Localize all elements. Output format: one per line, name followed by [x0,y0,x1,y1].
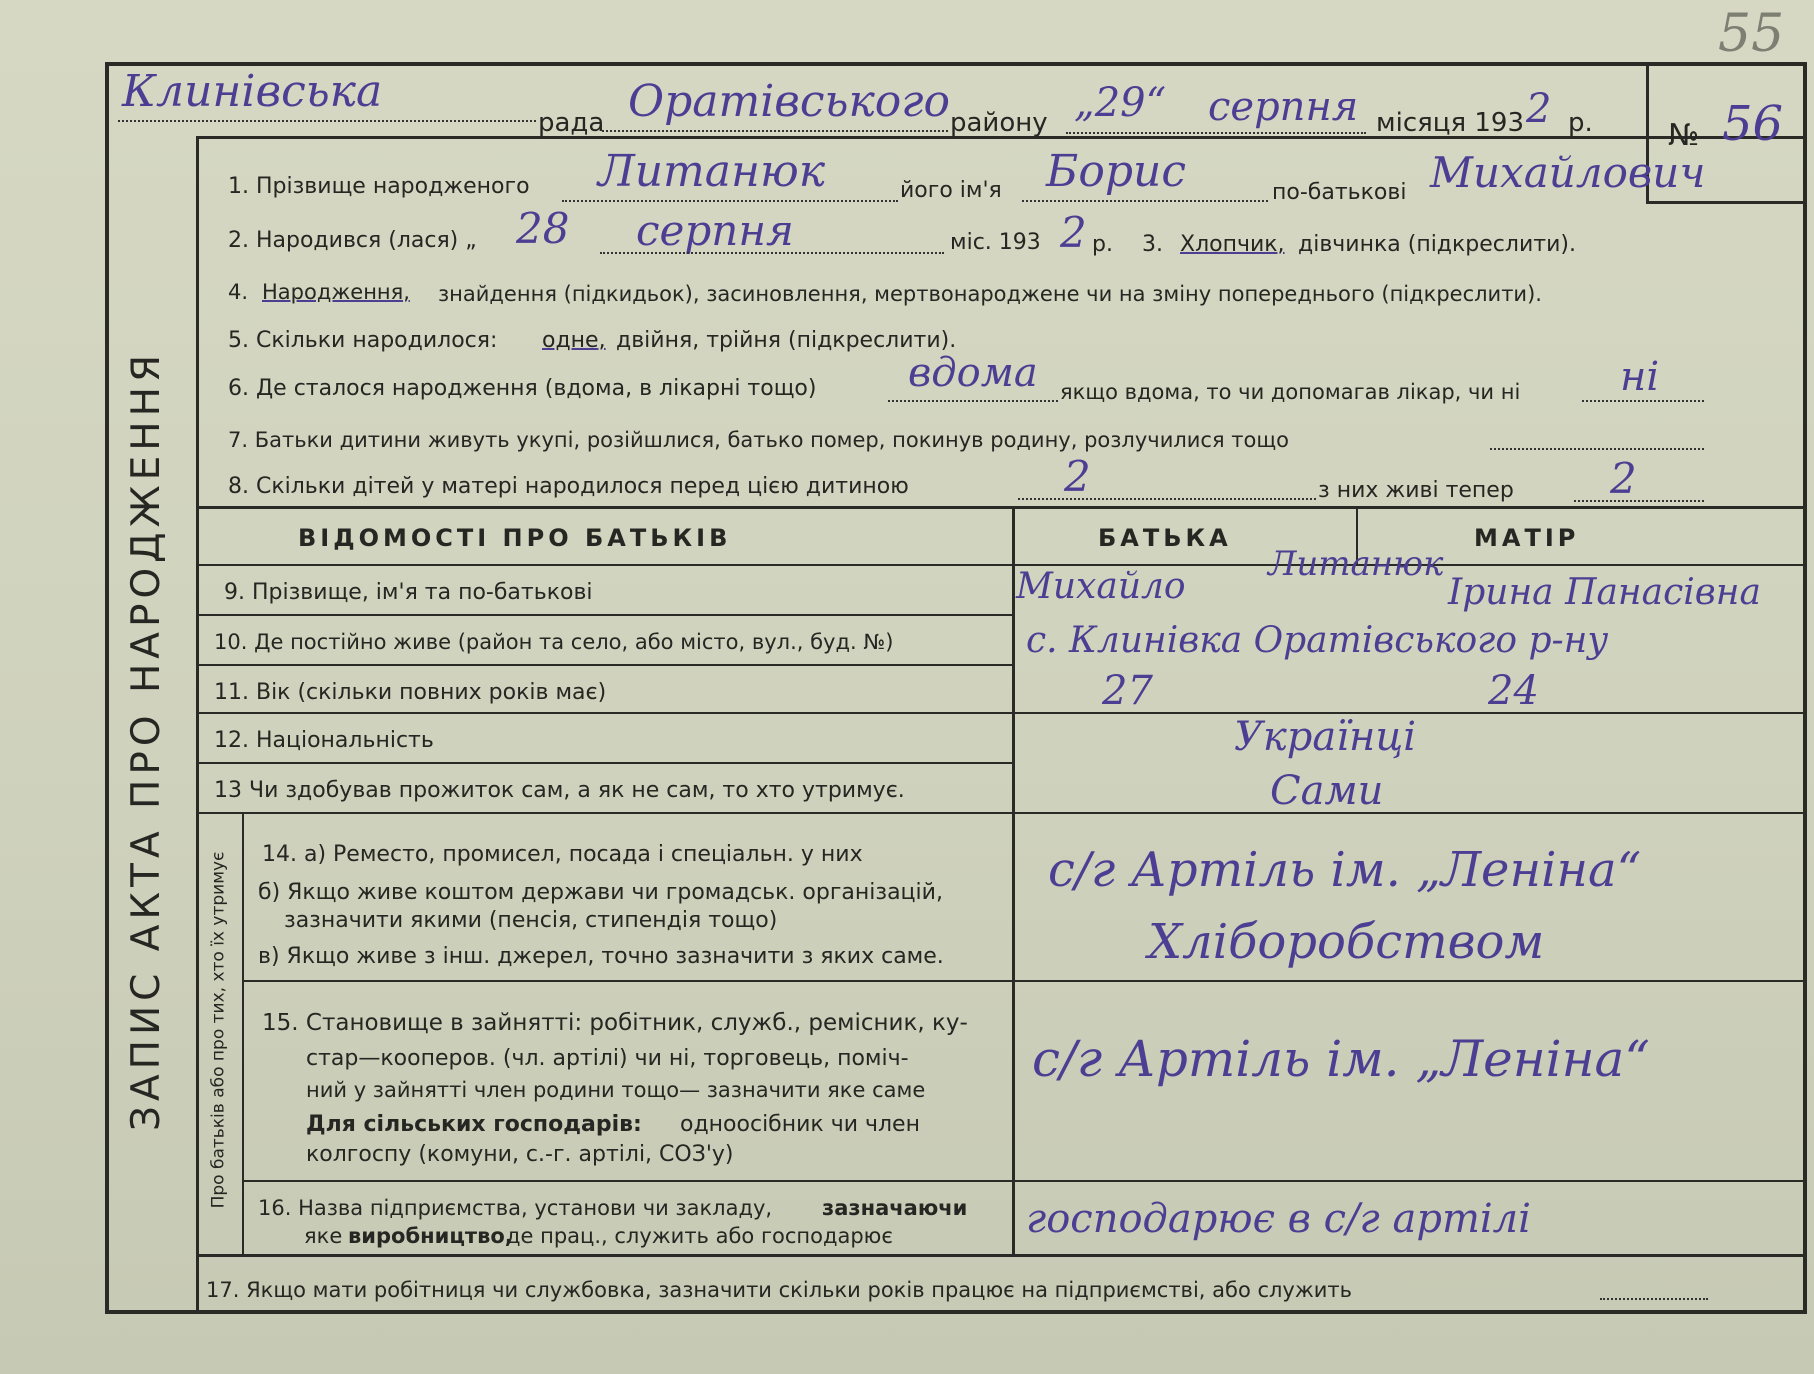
q2-year-suffix: р. [1092,232,1113,257]
q3-options: дівчинка (підкреслити). [1298,232,1576,257]
row16-label-2b: виробництво, [348,1224,513,1248]
row16-label-2a: яке [304,1224,343,1248]
archive-page-number: 55 [1718,4,1785,64]
row15-bottom [242,1180,1807,1182]
hw-birth-place: вдома [908,350,1038,396]
hw-occupation: с/г Артіль ім. „Леніна“ [1048,842,1642,898]
q5-one-underlined: одне, [542,328,606,353]
q8-born-line [1018,498,1316,500]
hw-birth-day: 28 [516,204,570,253]
hw-doctor-help: ні [1620,354,1660,400]
number-label: № [1668,118,1700,153]
q2-month-label: міс. 193 [950,230,1041,255]
row15-label-1: 15. Становище в зайнятті: робітник, служб., ремісник, ку- [262,1010,968,1036]
q6-place-line [888,400,1058,402]
row9-bottom [196,614,1012,616]
q4-birth-underlined: Народження, [262,280,410,304]
q5-options: двійня, трійня (підкреслити). [616,328,957,353]
row16-label-1-bold: зазначаючи [822,1196,968,1220]
rayon-label: району [950,108,1048,138]
q1-name-line [1022,200,1268,202]
row15-label-4: одноосібник чи член [680,1112,920,1137]
row16-bottom [196,1254,1807,1257]
rayon-fill-line [602,130,948,132]
vertical-parents-note: Про батьків або про тих, хто їх утримує [208,851,229,1209]
row13-label: 13 Чи здобував прожиток сам, а як не сам, то хто утримує. [214,778,905,803]
hw-birth-month: серпня [636,206,794,255]
q4-number: 4. [228,280,249,304]
row14-bottom [242,980,1807,982]
table-header-mother: МАТІР [1474,524,1580,552]
q1-patronymic-label: по-батькові [1272,180,1407,205]
q5-label: 5. Скільки народилося: [228,328,498,353]
hw-children-born: 2 [1064,452,1091,501]
row15-label-4-bold: Для сільських господарів: [306,1112,642,1137]
q2-date-line [600,252,944,254]
vertical-form-title: ЗАПИС АКТА ПРО НАРОДЖЕННЯ [124,349,170,1131]
row11-bottom [196,712,1807,714]
row14a-label: 14. а) Реместо, промисел, посада і спеціальн. у них [262,842,863,867]
q6-doctor-label: якщо вдома, то чи допомагав лікар, чи ні [1060,380,1521,404]
hw-child-patronymic: Михайлович [1430,148,1706,197]
hw-record-number: 56 [1722,96,1784,152]
q8-label: 8. Скільки дітей у матері народилося перед цією дитиною [228,474,909,499]
hw-mother-name: Ірина Панасівна [1448,572,1761,613]
hw-self-supporting: Сами [1270,768,1384,814]
rada-fill-line [118,120,536,122]
table-top-border [196,506,1807,509]
hw-father-age: 27 [1102,668,1153,714]
table-header-bottom [196,564,1807,566]
row16-label-2c: де прац., служить або господарює [506,1224,893,1248]
row17-label: 17. Якщо мати робітниця чи службовка, зазначити скільки років працює на підприємстві, або служить [206,1278,1353,1302]
hw-birth-year: 2 [1060,208,1087,257]
q7-label: 7. Батьки дитини живуть укупі, розійшлися, батько помер, покинув родину, розлучилися тощо [228,428,1289,452]
hw-month: серпня [1208,84,1359,130]
row12-bottom [196,762,1012,764]
row13-bottom [196,812,1807,814]
hw-child-surname: Литанюк [598,146,826,197]
hw-day: „29“ [1074,80,1167,126]
row14c-label: в) Якщо живе з інш. джерел, точно зазначити з яких саме. [258,944,944,969]
row10-label: 10. Де постійно живе (район та село, або місто, вул., буд. №) [214,630,894,654]
hw-workplace: господарює в с/г артілі [1026,1196,1531,1242]
table-header-info: ВІДОМОСТІ ПРО БАТЬКІВ [298,524,732,552]
hw-year-digit: 2 [1526,86,1552,132]
hw-parents-surname: Литанюк [1268,544,1444,584]
row14b-label: б) Якщо живе коштом держави чи громадськ. організацій, [258,880,943,905]
q1-surname-line [562,200,898,202]
column-divider-father [1012,506,1015,1254]
hw-parents-address: с. Клинівка Оратівського р-ну [1026,620,1609,661]
hw-farming: Хліборобством [1148,914,1545,970]
q3-label: 3. [1142,232,1163,257]
q8-alive-line [1574,500,1704,502]
row15-label-3: ний у зайнятті член родини тощо— зазначити яке саме [306,1078,926,1102]
row15-label-5: колгоспу (комуни, с.-г. артілі, СОЗ'у) [306,1142,734,1167]
row15-label-2: стар—кооперов. (чл. артілі) чи ні, торговець, поміч- [306,1046,909,1071]
row10-bottom [196,664,1012,666]
hw-child-name: Борис [1046,146,1186,197]
month-label: місяця 193 [1376,108,1525,138]
q2-label: 2. Народився (лася) „ [228,228,477,253]
q8-alive-label: з них живі тепер [1318,478,1514,503]
q6-doctor-line [1582,400,1704,402]
table-header-father: БАТЬКА [1098,524,1232,552]
q1-label: 1. Прізвище народженого [228,174,530,199]
row9-label: 9. Прізвище, ім'я та по-батькові [224,580,593,605]
row16-label-1: 16. Назва підприємства, установи чи закладу, [258,1196,773,1220]
date-fill-line [1066,132,1366,134]
parents-note-divider [242,812,244,1254]
q1-name-label: його ім'я [900,178,1002,203]
hw-village-council: Клинівська [122,66,383,117]
hw-district: Оратівського [628,76,950,127]
row14b-label-2: зазначити якими (пенсія, стипендія тощо) [284,908,778,933]
hw-nationality: Українці [1234,714,1417,760]
rada-label: рада [538,108,605,138]
q6-label: 6. Де сталося народження (вдома, в лікарні тощо) [228,376,817,401]
row17-line [1600,1298,1708,1300]
hw-father-name: Михайло [1016,566,1186,607]
hw-employment-status: с/г Артіль ім. „Леніна“ [1032,1030,1650,1088]
q7-line [1490,448,1704,450]
q4-options: знайдення (підкидьок), засиновлення, мертвонароджене чи на зміну попереднього (підкреслити). [438,282,1542,306]
row11-label: 11. Вік (скільки повних років має) [214,680,607,705]
hw-children-alive: 2 [1610,454,1637,503]
row12-label: 12. Національність [214,728,434,753]
q3-boy-underlined: Хлопчик, [1180,232,1285,257]
hw-mother-age: 24 [1488,668,1539,714]
year-suffix: р. [1568,108,1593,138]
